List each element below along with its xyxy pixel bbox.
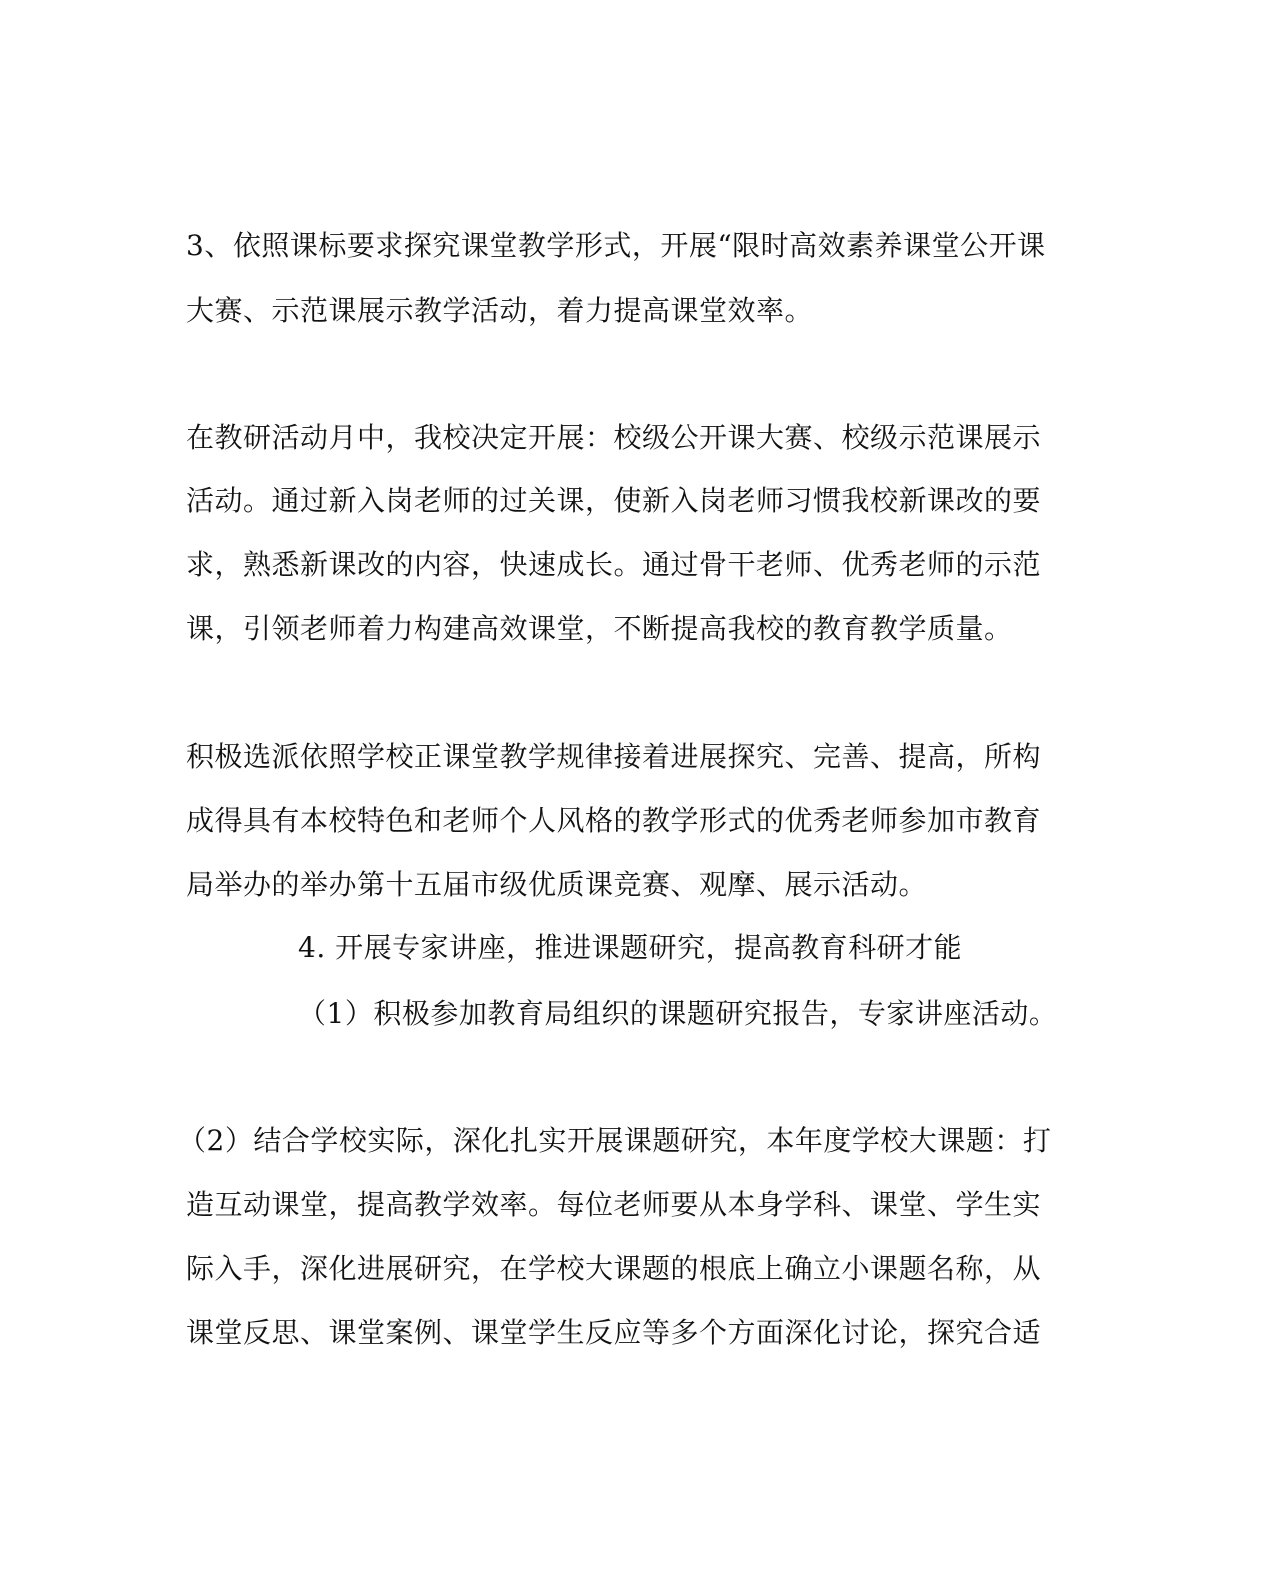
paragraph-line: 课堂反思、课堂案例、课堂学生反应等多个方面深化讨论，探究合适 [186,1316,1042,1349]
paragraph-line: 造互动课堂，提高教学效率。每位老师要从本身学科、课堂、学生实 [186,1188,1042,1221]
paragraph-line: 在教研活动月中，我校决定开展：校级公开课大赛、校级示范课展示 [186,421,1042,454]
paragraph-line: 积极选派依照学校正课堂教学规律接着进展探究、完善、提高，所构 [186,740,1042,773]
paragraph-line: 局举办的举办第十五届市级优质课竞赛、观摩、展示活动。 [186,868,928,901]
paragraph-line: 际入手，深化进展研究，在学校大课题的根底上确立小课题名称，从 [186,1252,1042,1285]
paragraph-line: 成得具有本校特色和老师个人风格的教学形式的优秀老师参加市教育 [186,804,1042,837]
paragraph-line: 课，引领老师着力构建高效课堂，不断提高我校的教育教学质量。 [186,612,1013,645]
section-heading: 4. 开展专家讲座，推进课题研究，提高教育科研才能 [298,931,963,964]
paragraph-line: （2）结合学校实际，深化扎实开展课题研究，本年度学校大课题：打 [178,1124,1052,1157]
paragraph-line: （1）积极参加教育局组织的课题研究报告，专家讲座活动。 [298,997,1058,1030]
paragraph-line: 活动。通过新入岗老师的过关课，使新入岗老师习惯我校新课改的要 [186,484,1042,517]
paragraph-line: 求，熟悉新课改的内容，快速成长。通过骨干老师、优秀老师的示范 [186,548,1042,581]
paragraph-line: 大赛、示范课展示教学活动，着力提高课堂效率。 [186,294,814,327]
paragraph-line: 3、依照课标要求探究课堂教学形式，开展“限时高效素养课堂公开课 [186,229,1046,262]
